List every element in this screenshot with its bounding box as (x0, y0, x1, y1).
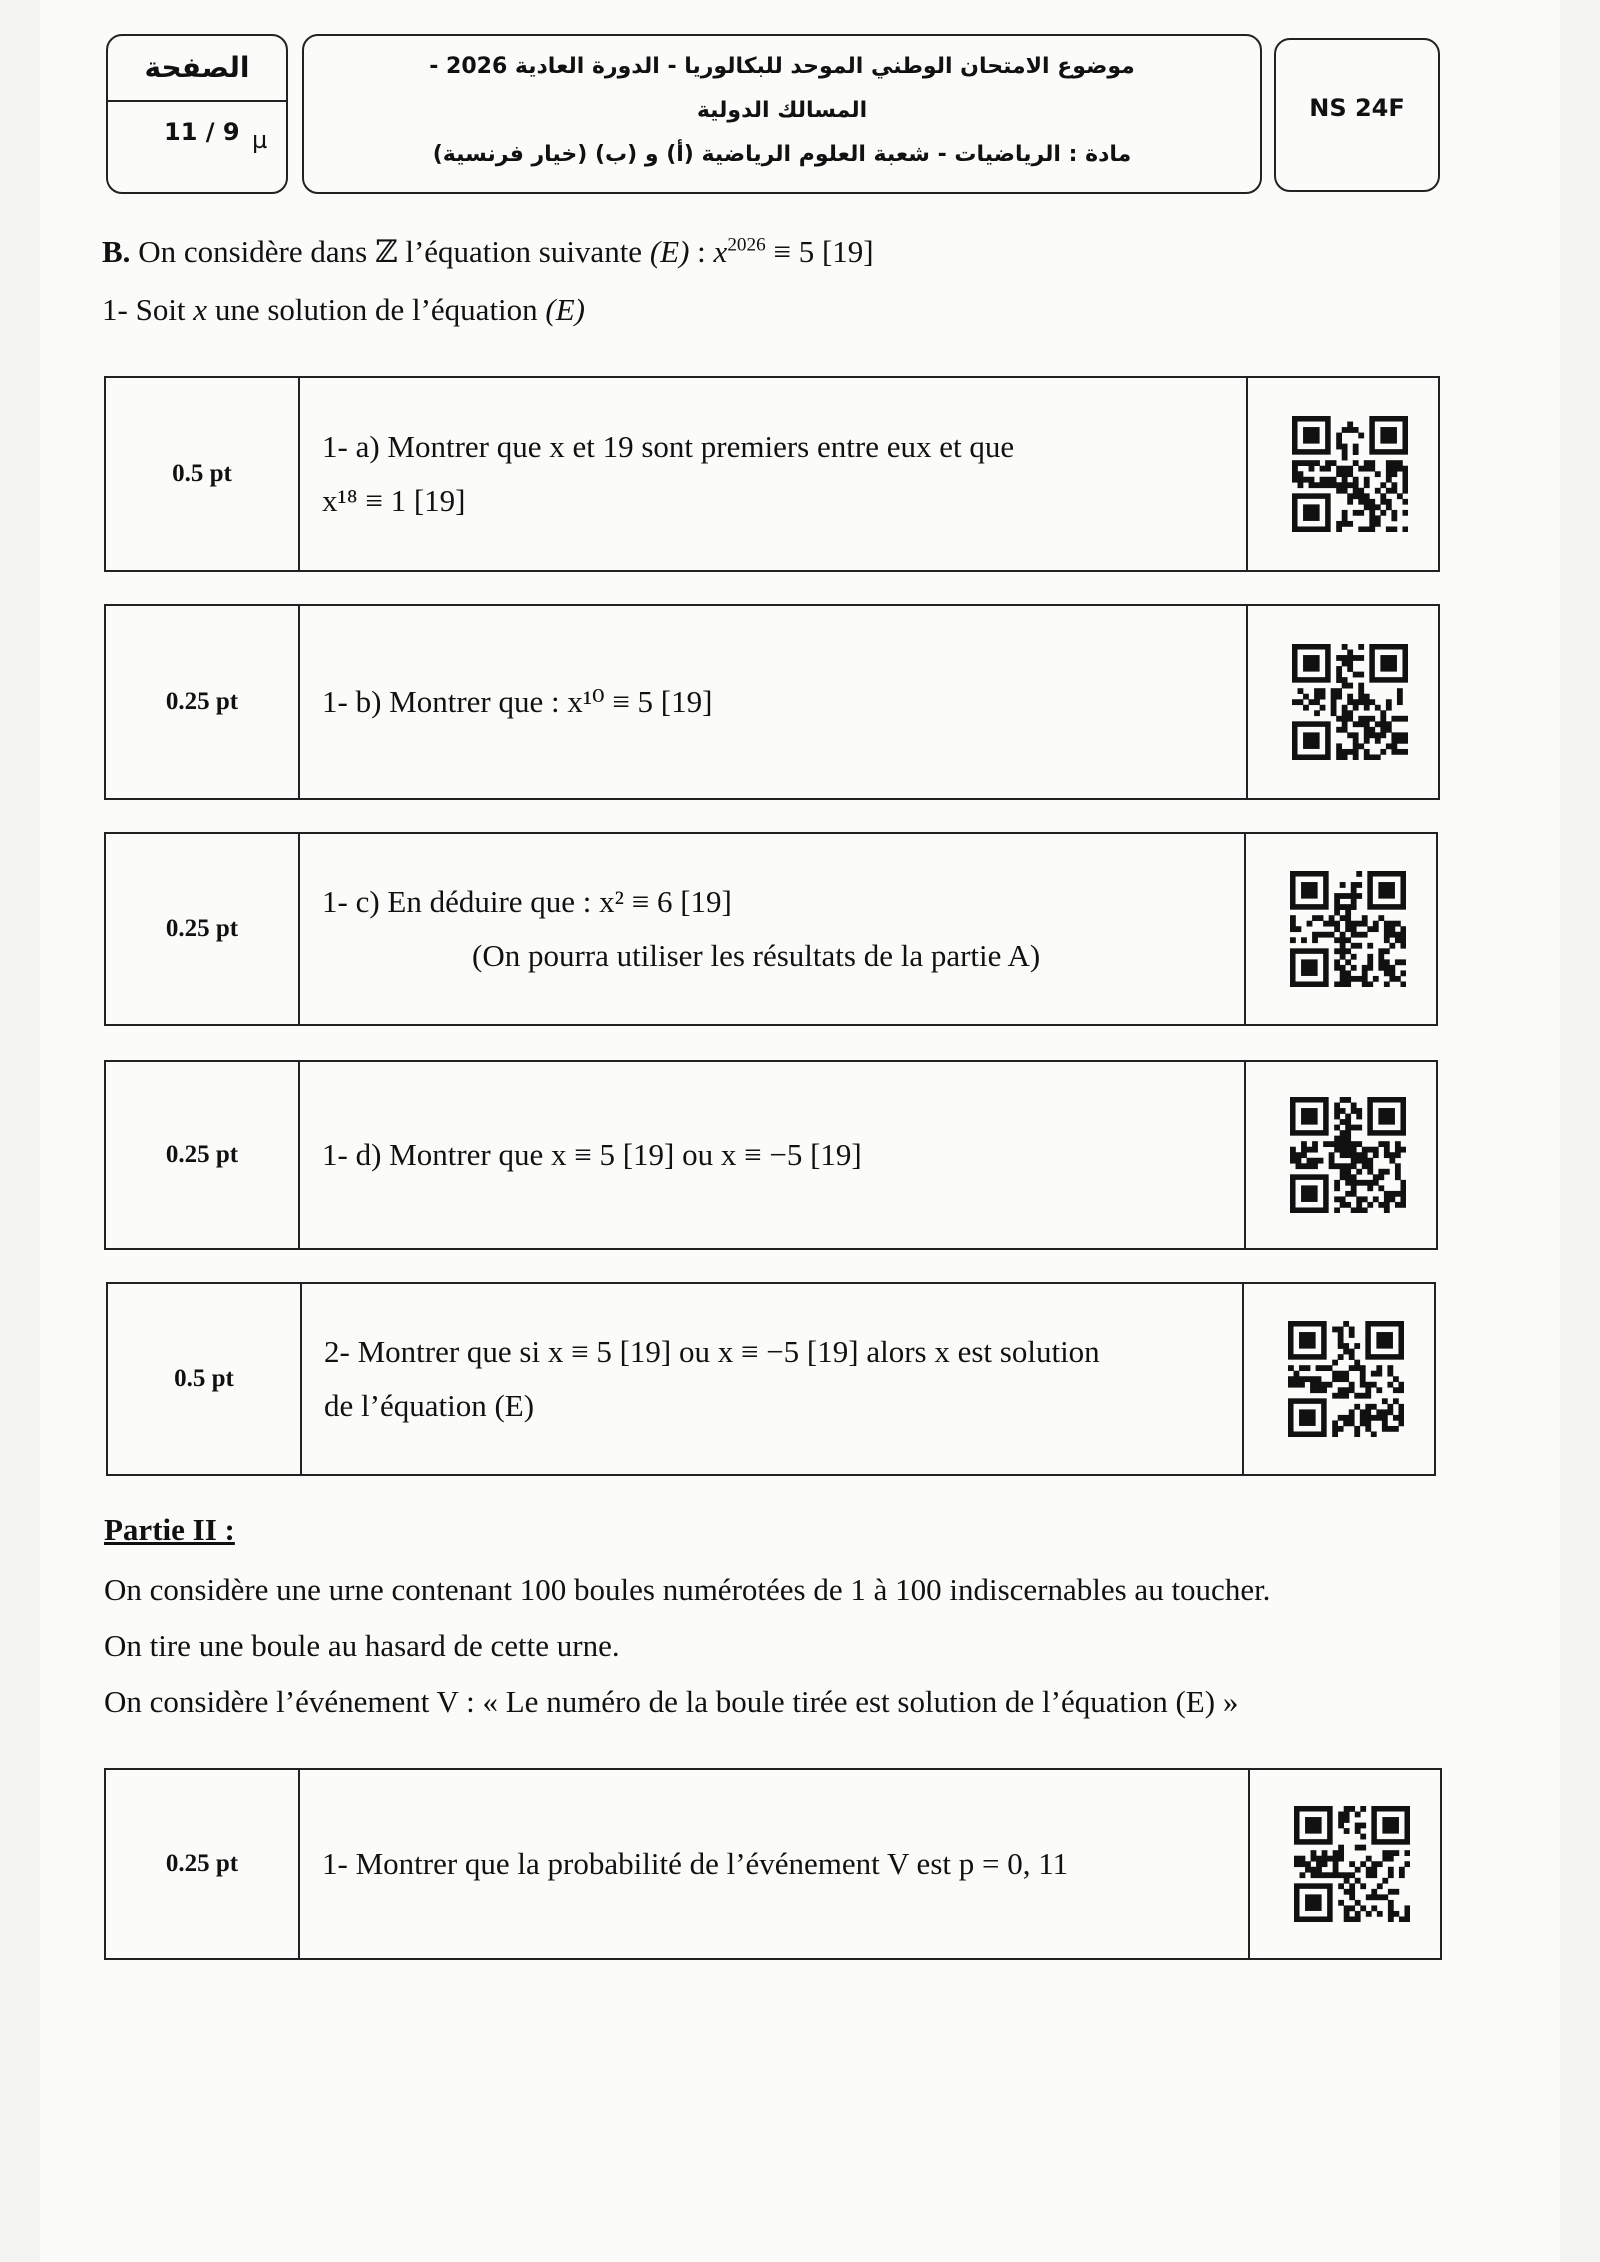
question-1-intro (102, 292, 585, 328)
question-row (104, 1060, 1438, 1250)
part-b-statement (102, 234, 874, 270)
question-row (104, 1768, 1442, 1960)
text: 1- Soit (102, 292, 194, 327)
question-text-cell (298, 1770, 1250, 1958)
equation-name: (E) (649, 234, 690, 269)
exam-page (40, 0, 1560, 2262)
text: On considère dans (130, 234, 375, 269)
question-text-cell (298, 1062, 1246, 1248)
exam-title-line2: المسالك الدولية (696, 98, 868, 123)
partie-2-paragraph: On considère l’événement V : « Le numéro de la boule tirée est solution de l’équation (E) » (104, 1684, 1239, 1719)
points-cell: 0.25 pt (106, 1770, 300, 1958)
part-b-label: B. (102, 234, 131, 269)
qr-code-icon[interactable] (1292, 644, 1408, 760)
qr-code-icon[interactable] (1288, 1321, 1404, 1437)
question-text-cell (298, 834, 1246, 1024)
points-cell: 0.25 pt (106, 606, 300, 798)
partie-2-paragraph: On considère une urne contenant 100 boules numérotées de 1 à 100 indiscernables au toucher. (104, 1572, 1271, 1607)
question-text-cell (298, 378, 1248, 570)
question-text-line: (On pourra utiliser les résultats de la partie A) (472, 938, 1041, 973)
qr-code-icon[interactable] (1294, 1806, 1410, 1922)
exam-title-line1: موضوع الامتحان الوطني الموحد للبكالوريا - الدورة العادية 2026 - (429, 54, 1135, 79)
math-x: x (193, 292, 208, 327)
exam-code-box (1274, 38, 1440, 192)
points-cell: 0.5 pt (108, 1284, 302, 1474)
partie-2-paragraph: On tire une boule au hasard de cette urne. (104, 1628, 620, 1663)
page-mark: µ (252, 126, 268, 154)
exam-title-line3: مادة : الرياضيات - شعبة العلوم الرياضية (أ) و (ب) (خيار فرنسية) (432, 142, 1132, 167)
text: une solution de l’équation (207, 292, 546, 327)
points-cell: 0.5 pt (106, 378, 300, 570)
text: l’équation suivante (397, 234, 650, 269)
page-label: الصفحة (108, 36, 286, 102)
question-text-line: x¹⁸ ≡ 1 [19] (322, 483, 466, 518)
question-text-line: 1- d) Montrer que x ≡ 5 [19] ou x ≡ −5 [19] (322, 1137, 862, 1172)
math-x: x (713, 234, 728, 269)
question-row (104, 604, 1440, 800)
partie-2-title: Partie II : (104, 1512, 235, 1547)
points-cell: 0.25 pt (106, 834, 300, 1024)
question-text-line: de l’équation (E) (324, 1388, 535, 1423)
question-text-cell (298, 606, 1248, 798)
question-row (104, 376, 1440, 572)
integer-set-symbol: ℤ (374, 234, 398, 269)
text: ≡ 5 [19] (765, 234, 874, 269)
text: : (689, 234, 714, 269)
exam-code: NS 24F (1309, 94, 1405, 122)
page-number: 11 / 9 (164, 118, 240, 146)
page-number-box (106, 34, 288, 194)
question-text-line: 1- b) Montrer que : x¹⁰ ≡ 5 [19] (322, 684, 713, 719)
exponent: 2026 (727, 234, 766, 256)
question-text-line: 1- a) Montrer que x et 19 sont premiers entre eux et que (322, 429, 1015, 464)
qr-code-icon[interactable] (1292, 416, 1408, 532)
question-row (106, 1282, 1436, 1476)
question-text-line: 1- c) En déduire que : x² ≡ 6 [19] (322, 884, 732, 919)
question-text-line: 1- Montrer que la probabilité de l’événement V est p = 0, 11 (322, 1846, 1069, 1881)
question-row (104, 832, 1438, 1026)
equation-name: (E) (545, 292, 586, 327)
question-text-cell (300, 1284, 1244, 1474)
qr-code-icon[interactable] (1290, 871, 1406, 987)
points-cell: 0.25 pt (106, 1062, 300, 1248)
exam-title-box (302, 34, 1262, 194)
question-text-line: 2- Montrer que si x ≡ 5 [19] ou x ≡ −5 [19] alors x est solution (324, 1334, 1100, 1369)
qr-code-icon[interactable] (1290, 1097, 1406, 1213)
